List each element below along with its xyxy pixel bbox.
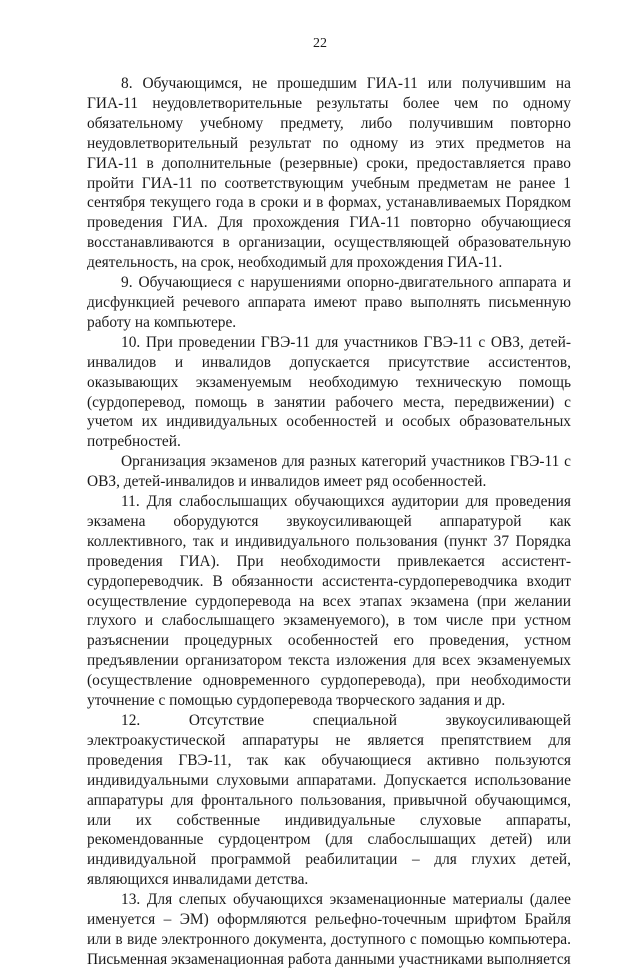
page-number: 22 <box>313 36 327 51</box>
paragraph-12: 12. Отсутствие специальной звукоусиливающей электроакустической аппаратуры не является препятствием для проведения ГВЭ-11, так как обучающиеся активно пользуются индивидуальными слуховыми аппаратами. Допускается использование аппаратуры для фронтального пользования, привычной обучающимся, или их собственные индивидуальные слуховые аппараты, рекомендованные сурдоцентром (для слабослышащих детей) или индивидуальной программой реабилитации – для глухих детей, являющихся инвалидами детства. <box>87 712 571 889</box>
paragraph-10: 10. При проведении ГВЭ-11 для участников ГВЭ-11 с ОВЗ, детей-инвалидов и инвалидов допускается присутствие ассистентов, оказывающих экзаменуемым необходимую техническую помощь (сурдоперевод, помощь в занятии рабочего места, передвижении) с учетом их индивидуальных особенностей и особых образовательных потребностей. <box>87 333 571 451</box>
paragraph-11: 11. Для слабослышащих обучающихся аудитории для проведения экзамена оборудуются звукоусиливающей аппаратурой как коллективного, так и индивидуального пользования (пункт 37 Порядка проведения ГИА). При необходимости привлекается ассистент-сурдопереводчик. В обязанности ассистента-сурдопереводчика входит осуществление сурдоперевода на всех этапах экзамена (при желании глухого и слабослышащего экзаменуемого), в том числе при устном разъяснении процедурных особенностей его проведения, устном предъявлении организатором текста изложения для всех экзаменуемых (осуществление одновременного сурдоперевода), при необходимости уточнение с помощью сурдоперевода творческого задания и др. <box>87 493 571 710</box>
paragraph-10-note: Организация экзаменов для разных категорий участников ГВЭ-11 с ОВЗ, детей-инвалидов и инвалидов имеет ряд особенностей. <box>87 453 571 491</box>
document-body <box>87 74 571 970</box>
paragraph-8: 8. Обучающимся, не прошедшим ГИА-11 или получившим на ГИА-11 неудовлетворительные результаты более чем по одному обязательному учебному предмету, либо получившим повторно неудовлетворительный результат по одному из этих предметов на ГИА-11 в дополнительные (резервные) сроки, предоставляется право пройти ГИА-11 по соответствующим учебным предметам не ранее 1 сентября текущего года в сроки и в формах, устанавливаемых Порядком проведения ГИА. Для прохождения ГИА-11 повторно обучающиеся восстанавливаются в организации, осуществляющей образовательную деятельность, на срок, необходимый для прохождения ГИА-11. <box>87 75 571 272</box>
paragraph-13: 13. Для слепых обучающихся экзаменационные материалы (далее именуется – ЭМ) оформляются рельефно-точечным шрифтом Брайля или в виде электронного документа, доступного с помощью компьютера. Письменная экзаменационная работа данными участниками выполняется <box>87 891 571 968</box>
paragraph-9: 9. Обучающиеся с нарушениями опорно-двигательного аппарата и дисфункцией речевого аппарата имеют право выполнять письменную работу на компьютере. <box>87 274 571 331</box>
